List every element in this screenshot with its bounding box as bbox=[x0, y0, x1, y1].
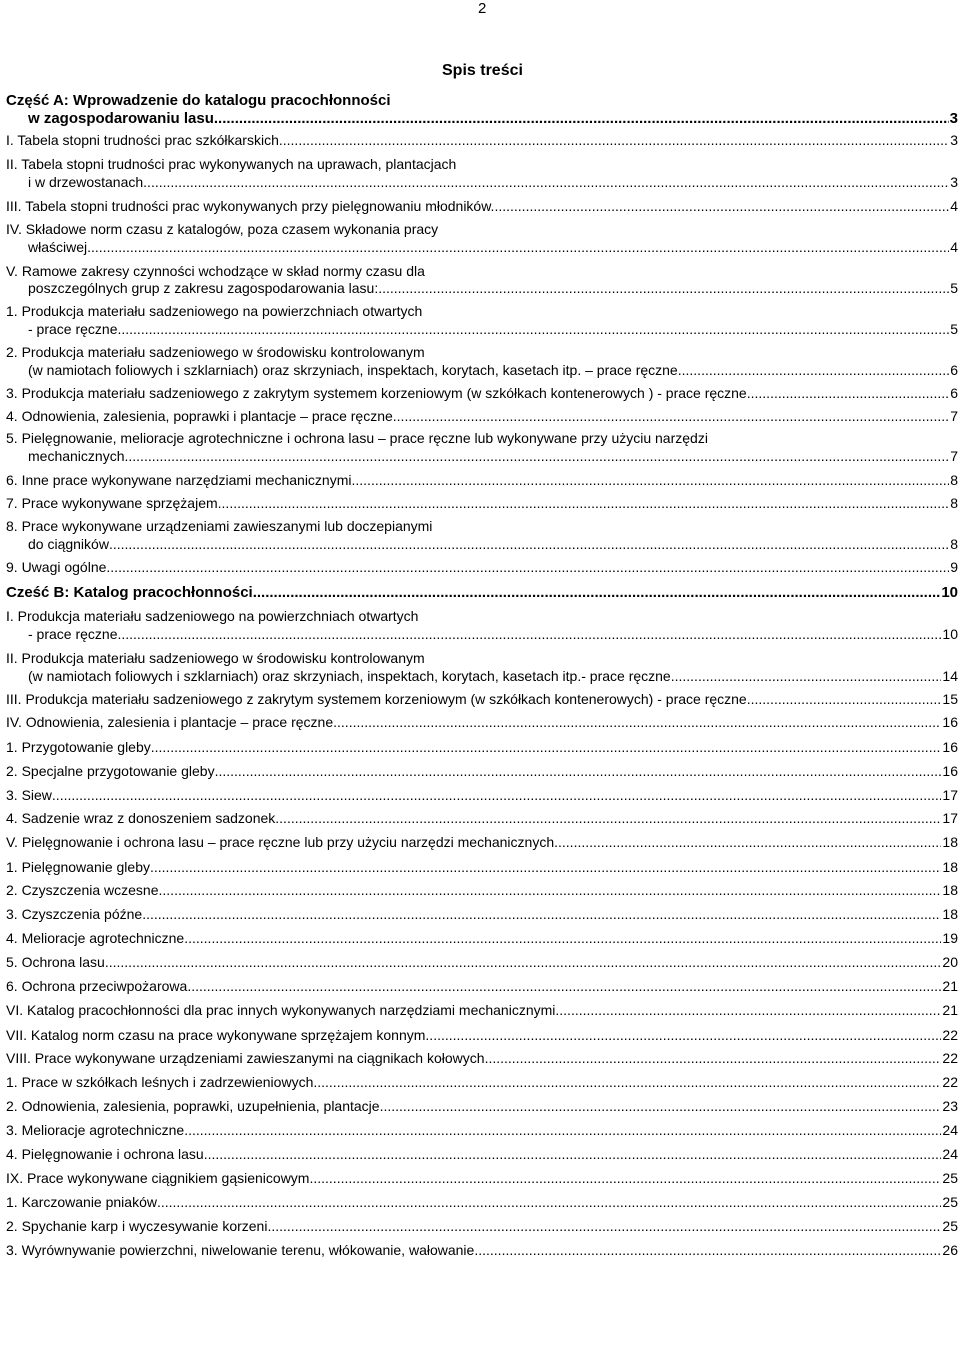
toc-entry[interactable] bbox=[6, 132, 958, 150]
toc-page-number: 3 bbox=[949, 109, 958, 127]
toc-entry[interactable] bbox=[6, 1218, 958, 1236]
toc-entry[interactable] bbox=[6, 584, 958, 602]
toc-entry-text: IV. Składowe norm czasu z katalogów, poza czasem wykonania pracy bbox=[6, 221, 439, 238]
toc-entry[interactable] bbox=[6, 1242, 958, 1260]
toc-entry-text: Część A: Wprowadzenie do katalogu pracochłonności bbox=[6, 92, 391, 109]
toc-entry-text: 4. Pielęgnowanie i ochrona lasu bbox=[6, 1146, 204, 1163]
toc-page-number: 22 bbox=[942, 1026, 958, 1043]
toc-page-number: 21 bbox=[942, 978, 958, 995]
toc-leader-dots bbox=[313, 1074, 941, 1092]
toc-leader-dots bbox=[214, 110, 949, 128]
toc-entry[interactable] bbox=[6, 385, 958, 403]
toc-page-number: 6 bbox=[950, 384, 958, 401]
toc-entry[interactable] bbox=[6, 1122, 958, 1140]
toc-page-number: 17 bbox=[942, 786, 958, 803]
toc-entry-text: 3. Produkcja materiału sadzeniowego z zakrytym systemem korzeniowym (w szkółkach kontenerowych ) - prace ręczne bbox=[6, 384, 747, 401]
toc-entry[interactable] bbox=[6, 1098, 958, 1116]
toc-entry[interactable] bbox=[6, 608, 958, 643]
toc-entry-text: 8. Prace wykonywane urządzeniami zawieszanymi lub doczepianymi bbox=[6, 518, 433, 535]
toc-leader-dots bbox=[494, 198, 949, 216]
toc-leader-dots bbox=[159, 882, 942, 900]
toc-entry-text: 4. Sadzenie wraz z donoszeniem sadzonek bbox=[6, 810, 276, 827]
toc-entry-text: mechanicznych bbox=[28, 447, 125, 464]
toc-leader-dots bbox=[253, 584, 941, 602]
toc-entry-text: - prace ręczne bbox=[28, 320, 118, 337]
toc-entry[interactable] bbox=[6, 787, 958, 805]
toc-leader-dots bbox=[184, 1122, 941, 1140]
toc-page-number: 18 bbox=[942, 858, 958, 875]
toc-leader-dots bbox=[393, 408, 949, 426]
toc-entry[interactable] bbox=[6, 859, 958, 877]
toc-entry[interactable] bbox=[6, 739, 958, 757]
toc-page-number: 3 bbox=[950, 173, 958, 190]
toc-entry-text: I. Tabela stopni trudności prac szkółkarskich. bbox=[6, 132, 283, 149]
toc-entry[interactable] bbox=[6, 810, 958, 828]
toc-leader-dots bbox=[678, 362, 949, 380]
toc-page-number: 22 bbox=[942, 1073, 958, 1090]
toc-entry-text: VI. Katalog pracochłonności dla prac innych wykonywanych narzędziami mechanicznymi bbox=[6, 1001, 556, 1018]
toc-entry[interactable] bbox=[6, 978, 958, 996]
toc-page-number: 18 bbox=[942, 833, 958, 850]
toc-leader-dots bbox=[204, 1146, 942, 1164]
toc-leader-dots bbox=[747, 385, 949, 403]
toc-leader-dots bbox=[275, 810, 941, 828]
toc-page-number: 8 bbox=[950, 535, 958, 552]
page-title: Spis treści bbox=[442, 62, 523, 79]
toc-entry-text: 2. Czyszczenia wczesne bbox=[6, 882, 159, 899]
toc-entry-text: III. Produkcja materiału sadzeniowego z zakrytym systemem korzeniowym (w szkółkach kontenerowych) - prace ręczne bbox=[6, 690, 747, 707]
toc-entry[interactable] bbox=[6, 472, 958, 490]
toc-leader-dots bbox=[87, 239, 949, 257]
toc-entry[interactable] bbox=[6, 1027, 958, 1045]
toc-page-number: 16 bbox=[942, 739, 958, 756]
toc-entry[interactable] bbox=[6, 1074, 958, 1092]
toc-page-number: 16 bbox=[942, 762, 958, 779]
toc-page-number: 24 bbox=[942, 1146, 958, 1163]
toc-page-number: 25 bbox=[942, 1194, 958, 1211]
toc-entry-text: 2. Specjalne przygotowanie gleby bbox=[6, 762, 215, 779]
toc-entry[interactable] bbox=[6, 303, 958, 338]
toc-page-number: 15 bbox=[942, 690, 958, 707]
toc-page-number: 16 bbox=[942, 714, 958, 731]
toc-entry[interactable] bbox=[6, 156, 958, 191]
toc-leader-dots bbox=[125, 448, 950, 466]
toc-page-number: 18 bbox=[942, 906, 958, 923]
toc-leader-dots bbox=[150, 859, 941, 877]
toc-page-number: 14 bbox=[942, 667, 958, 684]
toc-entry-text: (w namiotach foliowych i szklarniach) oraz skrzyniach, inspektach, korytach, kasetach itp.- prace ręczne bbox=[28, 667, 671, 684]
toc-page-number: 4 bbox=[950, 238, 958, 255]
toc-entry-text: 2. Spychanie karp i wyczesywanie korzeni bbox=[6, 1218, 268, 1235]
toc-entry-text: 1. Karczowanie pniaków bbox=[6, 1194, 157, 1211]
toc-leader-dots bbox=[378, 280, 949, 298]
toc-page-number: 10 bbox=[941, 584, 958, 602]
toc-page-number: 7 bbox=[950, 407, 958, 424]
toc-entry[interactable] bbox=[6, 714, 958, 732]
toc-entry-text: VIII. Prace wykonywane urządzeniami zawieszanymi na ciągnikach kołowych bbox=[6, 1050, 485, 1067]
toc-page-number: 20 bbox=[942, 954, 958, 971]
toc-entry[interactable] bbox=[6, 1002, 958, 1020]
toc-entry-text: VII. Katalog norm czasu na prace wykonywane sprzężajem konnym bbox=[6, 1026, 426, 1043]
toc-leader-dots bbox=[52, 787, 942, 805]
toc-entry-text: 5. Pielęgnowanie, melioracje agrotechniczne i ochrona lasu – prace ręczne lub wykonywane przy użyciu narzędzi bbox=[6, 430, 708, 447]
toc-leader-dots bbox=[187, 978, 941, 996]
toc-leader-dots bbox=[151, 739, 942, 757]
toc-entry-text: - prace ręczne bbox=[28, 625, 118, 642]
toc-page-number: 5 bbox=[950, 320, 958, 337]
toc-page-number: 25 bbox=[942, 1218, 958, 1235]
toc-leader-dots bbox=[485, 1050, 942, 1068]
toc-page-number: 25 bbox=[942, 1169, 958, 1186]
toc-leader-dots bbox=[117, 626, 941, 644]
toc-entry-text: do ciągników bbox=[28, 535, 109, 552]
toc-page-number: 4 bbox=[950, 197, 958, 214]
toc-entry[interactable] bbox=[6, 834, 958, 852]
toc-page-number: 3 bbox=[950, 132, 958, 149]
toc-page-number: 18 bbox=[942, 882, 958, 899]
toc-leader-dots bbox=[109, 536, 949, 554]
toc-entry-text: IX. Prace wykonywane ciągnikiem gąsienicowym bbox=[6, 1169, 310, 1186]
toc-leader-dots bbox=[184, 930, 941, 948]
toc-entry-text: 1. Prace w szkółkach leśnych i zadrzewieniowych bbox=[6, 1073, 314, 1090]
toc-page-number: 26 bbox=[942, 1241, 958, 1258]
toc-leader-dots bbox=[747, 691, 942, 709]
toc-entry-text: II. Produkcja materiału sadzeniowego w środowisku kontrolowanym bbox=[6, 650, 425, 667]
toc-entry-text: 3. Melioracje agrotechniczne bbox=[6, 1122, 185, 1139]
toc-entry-text: Cześć B: Katalog pracochłonności bbox=[6, 584, 253, 602]
toc-entry[interactable] bbox=[6, 92, 958, 127]
toc-entry-text: 4. Melioracje agrotechniczne bbox=[6, 929, 185, 946]
toc-leader-dots bbox=[218, 495, 950, 513]
toc-leader-dots bbox=[105, 954, 942, 972]
toc-entry[interactable] bbox=[6, 221, 958, 256]
toc-entry-text: 3. Czyszczenia późne bbox=[6, 906, 143, 923]
toc-entry[interactable] bbox=[6, 930, 958, 948]
toc-leader-dots bbox=[143, 174, 949, 192]
toc-entry-text: V. Pielęgnowanie i ochrona lasu – prace ręczne lub przy użyciu narzędzi mechanicznych bbox=[6, 833, 555, 850]
toc-entry[interactable] bbox=[6, 1170, 958, 1188]
toc-leader-dots bbox=[478, 1242, 941, 1260]
toc-entry-text: poszczególnych grup z zakresu zagospodarowania lasu: bbox=[28, 280, 379, 297]
toc-entry-text: 1. Przygotowanie gleby bbox=[6, 739, 151, 756]
toc-entry-text: I. Produkcja materiału sadzeniowego na powierzchniach otwartych bbox=[6, 607, 419, 624]
toc-leader-dots bbox=[267, 1218, 941, 1236]
toc-entry[interactable] bbox=[6, 408, 958, 426]
toc-entry-text: 6. Ochrona przeciwpożarowa bbox=[6, 978, 188, 995]
toc-entry[interactable] bbox=[6, 954, 958, 972]
toc-entry-text: 4. Odnowienia, zalesienia, poprawki i plantacje – prace ręczne bbox=[6, 407, 393, 424]
table-of-contents bbox=[6, 86, 958, 1260]
toc-entry-text: w zagospodarowaniu lasu bbox=[28, 109, 214, 127]
toc-leader-dots bbox=[554, 834, 941, 852]
toc-entry[interactable] bbox=[6, 1050, 958, 1068]
toc-entry-text: 7. Prace wykonywane sprzężajem bbox=[6, 495, 218, 512]
toc-leader-dots bbox=[333, 714, 941, 732]
toc-entry[interactable] bbox=[6, 430, 958, 465]
toc-entry-text: (w namiotach foliowych i szklarniach) oraz skrzyniach, inspektach, korytach, kasetach itp. – prace ręczne bbox=[28, 362, 678, 379]
toc-entry-text: 1. Pielęgnowanie gleby bbox=[6, 858, 150, 875]
toc-entry[interactable] bbox=[6, 495, 958, 513]
toc-entry[interactable] bbox=[6, 763, 958, 781]
toc-entry[interactable] bbox=[6, 263, 958, 298]
toc-leader-dots bbox=[142, 906, 941, 924]
toc-page-number: 10 bbox=[942, 625, 958, 642]
toc-page-number: 24 bbox=[942, 1122, 958, 1139]
toc-leader-dots bbox=[383, 1098, 941, 1116]
toc-leader-dots bbox=[215, 763, 942, 781]
toc-page-number: 22 bbox=[942, 1050, 958, 1067]
toc-entry[interactable] bbox=[6, 559, 958, 577]
toc-entry-text: 6. Inne prace wykonywane narzędziami mechanicznymi bbox=[6, 471, 352, 488]
page-number: 2 bbox=[478, 0, 487, 17]
toc-entry-text: III. Tabela stopni trudności prac wykonywanych przy pielęgnowaniu młodników. bbox=[6, 197, 495, 214]
toc-leader-dots bbox=[157, 1194, 941, 1212]
toc-entry-text: 2. Produkcja materiału sadzeniowego w środowisku kontrolowanym bbox=[6, 344, 425, 361]
toc-page-number: 23 bbox=[942, 1097, 958, 1114]
toc-leader-dots bbox=[117, 321, 949, 339]
toc-entry-text: właściwej bbox=[28, 238, 88, 255]
toc-entry-text: 3. Wyrównywanie powierzchni, niwelowanie terenu, włókowanie, wałowanie. bbox=[6, 1241, 479, 1258]
toc-leader-dots bbox=[309, 1170, 941, 1188]
toc-entry[interactable] bbox=[6, 650, 958, 685]
toc-leader-dots bbox=[352, 472, 950, 490]
toc-entry-text: i w drzewostanach bbox=[28, 173, 144, 190]
toc-page-number: 17 bbox=[942, 810, 958, 827]
toc-entry-text: IV. Odnowienia, zalesienia i plantacje – prace ręczne bbox=[6, 714, 334, 731]
toc-leader-dots bbox=[671, 668, 942, 686]
toc-entry[interactable] bbox=[6, 344, 958, 379]
toc-page-number: 6 bbox=[950, 362, 958, 379]
toc-entry-text: 2. Odnowienia, zalesienia, poprawki, uzupełnienia, plantacje. bbox=[6, 1097, 384, 1114]
toc-entry[interactable] bbox=[6, 1146, 958, 1164]
toc-entry-text: II. Tabela stopni trudności prac wykonywanych na uprawach, plantacjach bbox=[6, 156, 457, 173]
toc-entry[interactable] bbox=[6, 691, 958, 709]
toc-page-number: 9 bbox=[950, 559, 958, 576]
toc-entry[interactable] bbox=[6, 882, 958, 900]
toc-entry-text: 1. Produkcja materiału sadzeniowego na powierzchniach otwartych bbox=[6, 303, 423, 320]
toc-page-number: 8 bbox=[950, 471, 958, 488]
toc-leader-dots bbox=[555, 1002, 941, 1020]
toc-page-number: 7 bbox=[950, 447, 958, 464]
toc-entry[interactable] bbox=[6, 198, 958, 216]
toc-entry[interactable] bbox=[6, 906, 958, 924]
toc-entry[interactable] bbox=[6, 518, 958, 553]
toc-leader-dots bbox=[283, 132, 949, 150]
toc-page-number: 19 bbox=[942, 929, 958, 946]
toc-entry-text: 5. Ochrona lasu bbox=[6, 954, 105, 971]
toc-entry-text: 9. Uwagi ogólne bbox=[6, 559, 107, 576]
toc-page-number: 21 bbox=[942, 1001, 958, 1018]
toc-entry-text: V. Ramowe zakresy czynności wchodzące w skład normy czasu dla bbox=[6, 262, 425, 279]
toc-leader-dots bbox=[425, 1027, 941, 1045]
toc-page-number: 8 bbox=[950, 495, 958, 512]
toc-entry[interactable] bbox=[6, 1194, 958, 1212]
toc-page-number: 5 bbox=[950, 280, 958, 297]
toc-leader-dots bbox=[106, 559, 949, 577]
toc-entry-text: 3. Siew bbox=[6, 786, 52, 803]
